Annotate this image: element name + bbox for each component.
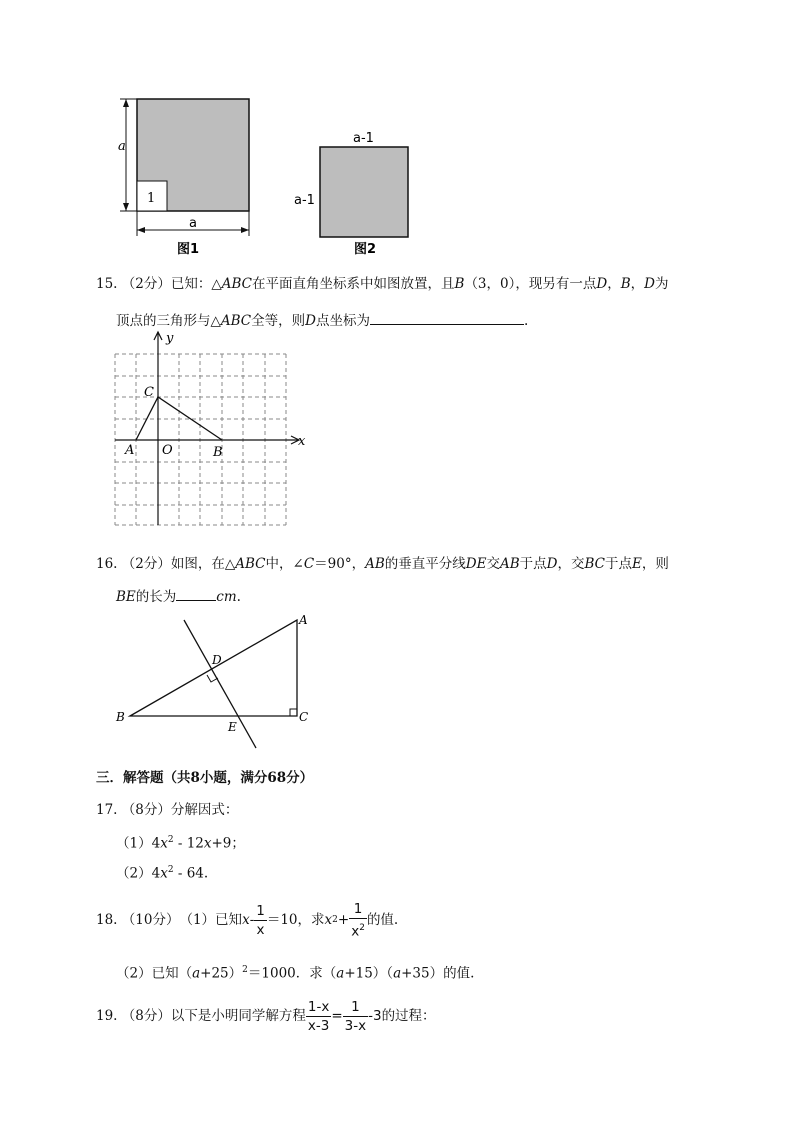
figure-2	[290, 128, 430, 260]
figure-1	[112, 90, 262, 260]
q18-math: x	[242, 912, 250, 928]
q17-text: 分解因式：	[170, 802, 239, 818]
q15-abc: ABC	[221, 276, 253, 292]
q15-text: 顶点的三角形与△	[116, 313, 221, 329]
q16-text: 的长为	[135, 589, 177, 605]
fraction-numerator: 1	[343, 998, 368, 1017]
coordinate-grid	[108, 328, 308, 533]
grid-b-label: B	[213, 445, 223, 460]
q16-text: 于点	[604, 556, 632, 572]
fig1-small-square-label: 1	[147, 191, 156, 206]
q18-math: x	[324, 912, 333, 928]
q17-item1	[116, 831, 245, 853]
q16-text: 如图，在△	[170, 556, 236, 572]
q19-text: 的过程：	[381, 1008, 436, 1024]
q18-math: a	[393, 965, 402, 982]
q16-d: D	[546, 556, 558, 572]
fig1-side-a-left: a	[118, 139, 126, 154]
q18-text: 的值.	[366, 912, 399, 928]
grid-a-label: A	[125, 443, 135, 458]
q15-text: 点坐标为	[315, 313, 370, 329]
fraction-denominator-exponent: 2	[359, 922, 365, 933]
q15-d: D	[305, 313, 316, 329]
right-triangle-figure	[110, 612, 320, 752]
tri-d-label: D	[212, 653, 222, 667]
q18-math: -	[249, 912, 255, 928]
fig2-top-label: a-1	[353, 131, 374, 146]
q15-number: 15.	[96, 276, 118, 292]
q19-math: =	[331, 1008, 343, 1024]
q16-text: ＝90°，	[314, 556, 366, 572]
q17-math: x	[160, 865, 168, 882]
fraction-denominator-base: x	[351, 923, 360, 940]
q16-line2	[116, 586, 241, 606]
tri-c-label: C	[299, 710, 309, 724]
q16-text: 中，∠	[265, 556, 304, 572]
q18-line1	[96, 898, 398, 942]
q16-bc: BC	[584, 556, 605, 572]
q18-text: （2）已知（	[116, 965, 193, 982]
q17-item2-label: （2）	[116, 865, 152, 882]
fig2-left-label: a-1	[294, 193, 315, 208]
q18-text: ＝1000．求（	[247, 965, 337, 982]
q17-math: 4	[151, 865, 161, 882]
q15-end: .	[523, 313, 529, 329]
tri-a-label: A	[299, 613, 308, 627]
q19-text: 以下是小明同学解方程	[170, 1008, 306, 1024]
q15-text: 为	[654, 276, 669, 292]
q16-de: DE	[465, 556, 487, 572]
q16-abc: ABC	[235, 556, 266, 572]
q16-be: BE	[116, 589, 136, 605]
q15-answer-blank[interactable]	[370, 310, 524, 325]
q18-exponent: 2	[242, 965, 248, 975]
q18-math: +	[337, 912, 350, 928]
grid-c-label: C	[144, 385, 154, 400]
q19-math: -3	[368, 1008, 382, 1024]
q18-math: a	[192, 965, 201, 982]
q16-unit: cm	[216, 589, 237, 605]
section-3-title: 三．解答题（共8小题，满分68分）	[96, 770, 314, 786]
fraction-denominator: 3-x	[344, 1017, 367, 1034]
fraction-denominator: x-3	[307, 1017, 330, 1034]
q18-math: a	[336, 965, 345, 982]
tri-e-label: E	[228, 720, 237, 734]
q18-text: +35）的值.	[401, 965, 475, 982]
q17-item2	[116, 861, 208, 883]
q16-text: 于点	[519, 556, 547, 572]
q16-c: C	[303, 556, 315, 572]
q15-line2	[116, 310, 528, 330]
q15-d: D	[596, 276, 608, 292]
fraction-numerator: 1	[349, 900, 367, 919]
q17-line1	[96, 801, 238, 819]
grid-o-label: O	[162, 443, 173, 458]
q15-abc: ABC	[220, 313, 252, 329]
q17-math: x	[203, 835, 212, 852]
q18-fraction-1-over-x2	[349, 900, 367, 941]
q16-answer-blank[interactable]	[176, 586, 216, 601]
fraction-denominator	[349, 919, 367, 941]
q17-math: x	[160, 835, 168, 852]
q18-text: （1）已知	[179, 912, 243, 928]
q15-b: B	[620, 276, 631, 292]
q16-text: ，交	[557, 556, 585, 572]
q16-ab: AB	[499, 556, 520, 572]
fig2-square	[320, 147, 408, 237]
q18-fraction-1-over-x	[254, 902, 267, 939]
q18-line2	[116, 961, 474, 983]
q18-number: 18.	[96, 912, 118, 928]
q17-number: 17.	[96, 802, 118, 818]
tri-b-label: B	[116, 710, 125, 724]
q19-fraction-right	[343, 998, 368, 1035]
q15-score: （2分）	[121, 276, 171, 292]
triangle-abc	[130, 620, 297, 716]
q19-line1	[96, 994, 436, 1038]
q15-text: 全等，则	[251, 313, 306, 329]
q15-sep: ，	[630, 276, 645, 292]
q16-end: .	[236, 589, 241, 605]
q15-b: B	[454, 276, 465, 292]
q15-b-coord: （3，0），现另有一点	[464, 276, 597, 292]
q19-number: 19.	[96, 1008, 118, 1024]
q15-text: 已知：△	[170, 276, 222, 292]
q17-math: - 12	[173, 835, 204, 852]
perpendicular-bisector-de	[184, 620, 256, 748]
q16-ab: AB	[365, 556, 385, 572]
q16-e: E	[631, 556, 642, 572]
q17-math: 4	[151, 835, 161, 852]
q15-text: 在平面直角坐标系中如图放置，且	[252, 276, 455, 292]
q19-score: （8分）	[121, 1008, 171, 1024]
q16-text: 交	[486, 556, 500, 572]
q16-line1	[96, 555, 669, 573]
q18-text: +25）	[200, 965, 243, 982]
q17-exponent: 2	[167, 865, 174, 875]
q16-number: 16.	[96, 556, 118, 572]
q18-score: （10分）	[121, 912, 180, 928]
fig2-caption: 图2	[354, 242, 377, 257]
q18-text: ＝10，求	[266, 912, 325, 928]
grid-y-label: y	[166, 331, 174, 346]
grid-x-label: x	[298, 434, 306, 449]
fraction-numerator: 1-x	[307, 998, 330, 1015]
q17-math: - 64.	[173, 865, 209, 882]
q19-fraction-left	[306, 998, 331, 1035]
q18-text: +15）（	[344, 965, 394, 982]
q15-line1	[96, 275, 668, 293]
fraction-denominator: x	[256, 921, 265, 938]
fraction-numerator: 1	[256, 902, 265, 919]
q17-score: （8分）	[121, 802, 171, 818]
q16-score: （2分）	[121, 556, 171, 572]
q15-sep: ，	[607, 276, 621, 292]
q16-text: 的垂直平分线	[384, 556, 466, 572]
fig1-side-a-bottom: a	[189, 216, 197, 231]
q17-math: +9；	[211, 835, 245, 852]
q17-item1-label: （1）	[116, 835, 152, 852]
q16-text: ，则	[641, 556, 669, 572]
q18-exponent: 2	[332, 915, 338, 925]
q15-d: D	[644, 276, 655, 292]
fig1-caption: 图1	[177, 242, 200, 257]
q17-exponent: 2	[167, 835, 174, 845]
